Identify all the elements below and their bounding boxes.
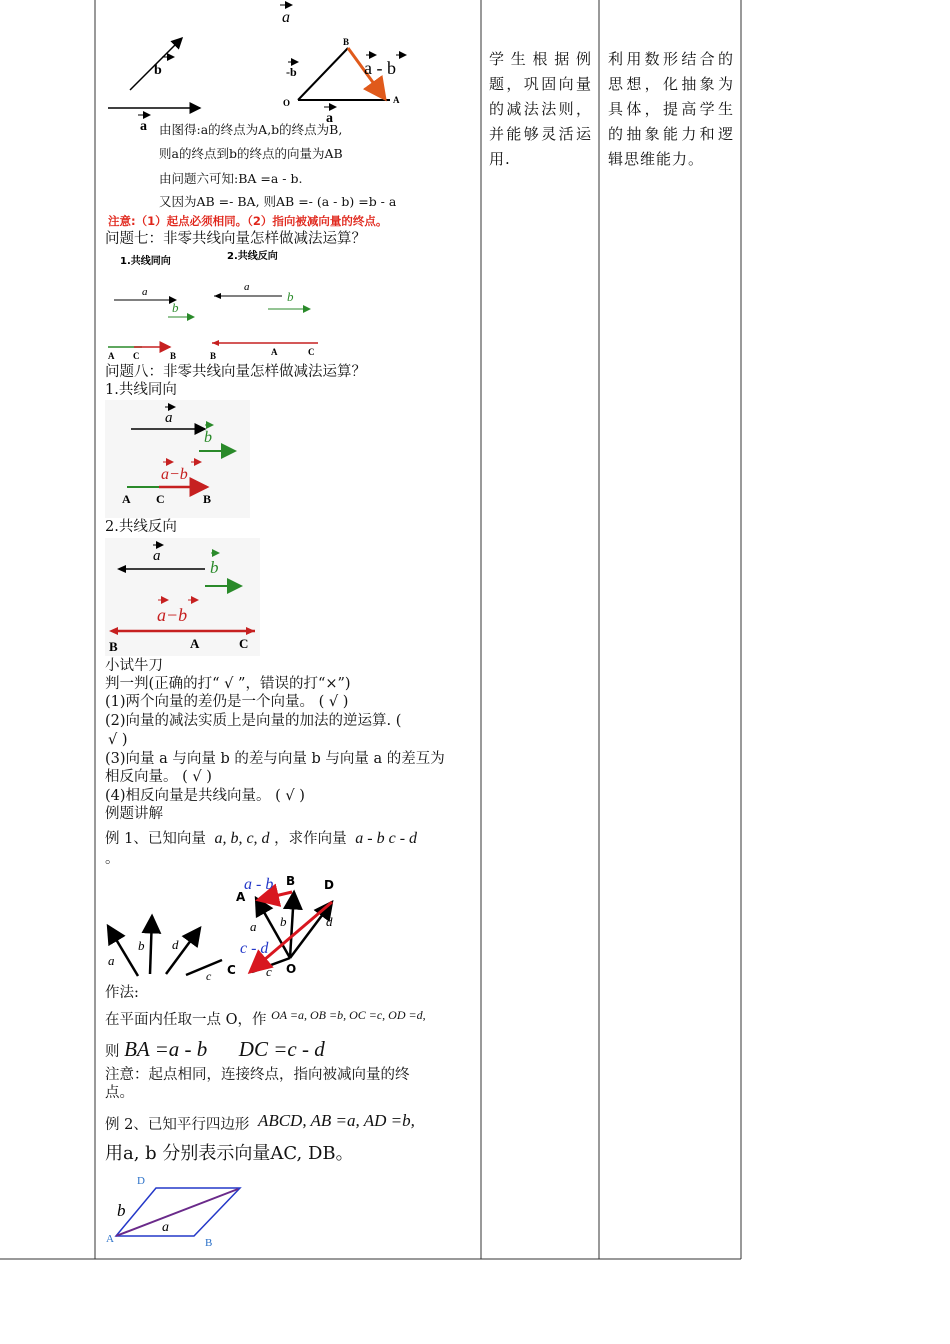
fig4-b: b [210, 558, 219, 577]
figure-collinear-small [104, 245, 344, 363]
fig5-A: A [236, 890, 246, 904]
fig1-pt-B: B [343, 37, 350, 47]
fig5-rb: b [280, 914, 287, 929]
fig1-b-label: b [154, 63, 162, 78]
example1-text-b: ，求作向量 [274, 831, 347, 847]
practice-item-2: (2)向量的减法实质上是向量的加法的逆运算. ( [105, 713, 402, 729]
practice-item-2-cont: √ ) [108, 732, 128, 748]
fig4-a: a [153, 548, 161, 564]
fig1-bottom-a: a [326, 111, 333, 126]
fig2-h2: 2.共线反向 [227, 251, 278, 262]
fig2-C2: C [308, 347, 315, 357]
fig1-a-label: a [140, 119, 147, 134]
example1-math-diff: a - b c - d [355, 830, 418, 847]
fig5-rc: c [266, 964, 272, 979]
question-seven: 问题七：非零共线向量怎样做减法运算？ [105, 231, 366, 247]
fig5-a: a [108, 953, 115, 968]
q8-same-direction: 1.共线同向 [105, 382, 177, 398]
practice-title: 小试牛刀 [105, 658, 163, 674]
fig2-h1: 1.共线同向 [120, 256, 171, 267]
method-math-1: OA =a, OB =b, OC =c, OD =d, [271, 1008, 426, 1022]
fig5-c: c [206, 969, 212, 980]
proof-line-1: 由图得:a的终点为A,b的终点为B, [159, 122, 343, 137]
method-line-2 [105, 1037, 325, 1061]
method-text-2: 则 [105, 1044, 120, 1060]
fig4-amb: a−b [157, 605, 188, 625]
fig6-D: D [137, 1175, 145, 1187]
fig3-B: B [203, 492, 212, 506]
fig1-pt-O: O [283, 98, 291, 108]
fig2-C1: C [133, 351, 140, 361]
method-text-1: 在平面内任取一点 O，作 [105, 1012, 267, 1028]
practice-item-3-cont: 相反向量。 ( √ ) [105, 769, 212, 785]
method-title: 作法: [105, 985, 139, 1001]
fig4-C: C [239, 636, 249, 651]
fig2-a2: a [244, 281, 250, 293]
fig2-B1: B [170, 351, 177, 361]
fig1-a-top: a [282, 9, 290, 26]
method-note-cont: 点。 [105, 1085, 134, 1101]
fig2-B2: B [210, 351, 217, 361]
fig5-d: d [172, 937, 179, 952]
fig2-b1: b [172, 300, 179, 315]
design-intent: 利用数形结合的思想，化抽象为具体，提高学生的抽象能力和逻辑思维能力。 [608, 50, 734, 168]
fig5-B: B [286, 874, 296, 888]
figure-example1 [100, 868, 350, 980]
example2-line-2: 用a, b 分别表示向量AC, DB。 [105, 1143, 354, 1164]
practice-item-3: (3)向量 a 与向量 b 的差与向量 b 与向量 a 的差互为 [105, 751, 445, 767]
figure-same-direction [105, 400, 250, 518]
practice-intro: 判一判(正确的打“ √ ”，错误的打“×”) [105, 676, 351, 692]
fig2-b2: b [287, 289, 294, 304]
fig4-A: A [190, 636, 200, 651]
fig2-A1: A [108, 351, 115, 361]
student-activity: 学生根据例题，巩固向量的减法法则，并能够灵活运用. [489, 50, 592, 168]
fig5-O: O [286, 962, 297, 976]
fig5-b: b [138, 938, 145, 953]
fig3-C: C [156, 492, 165, 506]
fig3-amb: a−b [161, 466, 188, 483]
method-note: 注意：起点相同，连接终点，指向被减向量的终 [105, 1067, 410, 1083]
example1-math-vectors: a, b, c, d [214, 830, 270, 847]
fig5-rd: d [326, 914, 333, 929]
figure-opposite-direction [105, 538, 260, 656]
fig1-amb: a - b [364, 58, 396, 78]
fig3-A: A [122, 492, 131, 506]
example1-line [105, 830, 417, 848]
example1-period: 。 [105, 851, 120, 867]
fig2-a1: a [142, 286, 148, 298]
practice-item-1: (1)两个向量的差仍是一个向量。 ( √ ) [105, 694, 349, 710]
example2-text-1: 例 2、已知平行四边形 [105, 1117, 250, 1133]
note-start-point: 注意:（1）起点必须相同。（2）指向被减向量的终点。 [108, 214, 388, 228]
proof-line-4: 又因为AB =- BA, 则AB =- (a - b) =b - a [159, 194, 397, 209]
fig3-a: a [165, 410, 173, 426]
q8-opposite-direction: 2.共线反向 [105, 519, 177, 535]
fig5-D: D [324, 878, 334, 892]
proof-line-3: 由问题六可知:BA =a - b. [159, 171, 303, 186]
example2-math-1: ABCD, AB =a, AD =b, [257, 1111, 415, 1130]
example2-line-1 [105, 1111, 415, 1134]
fig5-C: C [227, 963, 236, 977]
fig1-pt-A: A [393, 95, 400, 105]
fig2-A2: A [271, 347, 278, 357]
practice-item-4: (4)相反向量是共线向量。 ( √ ) [105, 788, 305, 804]
fig6-b: b [117, 1201, 126, 1220]
fig5-ra: a [250, 919, 257, 934]
fig6-A: A [106, 1233, 114, 1245]
fig3-b: b [204, 429, 212, 446]
fig5-amb: a - b [244, 876, 274, 893]
fig5-cmd: c - d [240, 940, 269, 957]
fig6-a: a [162, 1220, 169, 1235]
fig4-B: B [109, 639, 118, 654]
fig6-B: B [205, 1237, 213, 1249]
method-math-2: BA =a - b DC =c - d [124, 1037, 325, 1061]
proof-line-2: 则a的终点到b的终点的向量为AB [159, 146, 343, 161]
example1-text-a: 例 1、已知向量 [105, 831, 206, 847]
question-eight: 问题八：非零共线向量怎样做减法运算？ [105, 364, 366, 380]
figure-parallelogram [104, 1170, 254, 1250]
figure-vector-difference [100, 0, 430, 135]
method-line-1 [105, 1008, 426, 1029]
fig1-neg-b: -b [286, 65, 297, 79]
example-title: 例题讲解 [105, 806, 163, 822]
